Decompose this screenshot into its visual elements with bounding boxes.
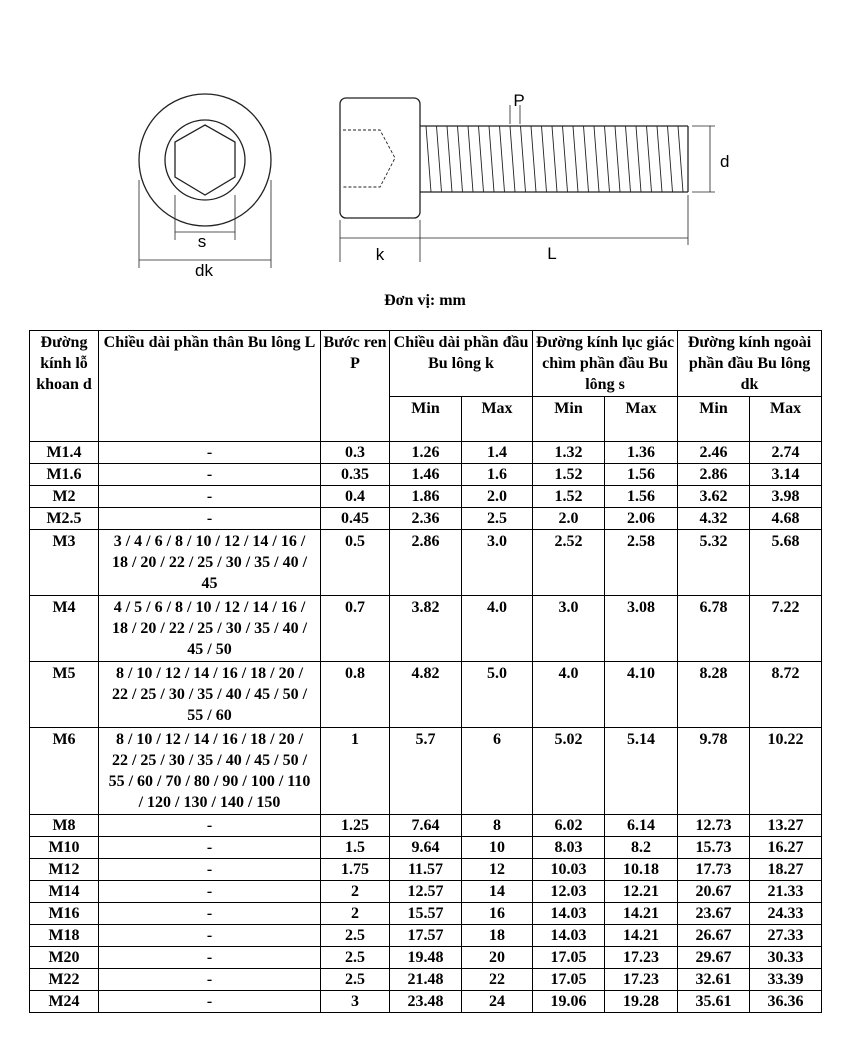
- thread-line: [605, 126, 610, 192]
- cell-L: 4 / 5 / 6 / 8 / 10 / 12 / 14 / 16 / 18 / 20 / 22 / 25 / 30 / 35 / 40 / 45 / 50: [99, 596, 321, 662]
- cell-dk-min: 5.32: [678, 530, 750, 596]
- cell-P: 0.3: [321, 442, 390, 464]
- cell-s-min: 3.0: [533, 596, 605, 662]
- cell-s-max: 4.10: [605, 662, 678, 728]
- cell-P: 1.5: [321, 837, 390, 859]
- cell-L: 8 / 10 / 12 / 14 / 16 / 18 / 20 / 22 / 25 / 30 / 35 / 40 / 45 / 50 / 55 / 60: [99, 662, 321, 728]
- thread-line: [563, 126, 568, 192]
- cell-d: M22: [30, 969, 99, 991]
- cell-P: 3: [321, 991, 390, 1013]
- cell-dk-max: 4.68: [750, 508, 822, 530]
- thread-line: [678, 126, 683, 192]
- bolt-spec-table: [29, 330, 822, 1013]
- table-row: [30, 881, 822, 903]
- cell-dk-max: 18.27: [750, 859, 822, 881]
- thread-line: [510, 126, 515, 192]
- cell-dk-max: 27.33: [750, 925, 822, 947]
- cell-dk-min: 35.61: [678, 991, 750, 1013]
- cell-dk-max: 2.74: [750, 442, 822, 464]
- thread-line: [594, 126, 599, 192]
- table-row: [30, 991, 822, 1013]
- unit-label: Đơn vị: mm: [384, 292, 466, 309]
- table-row: [30, 464, 822, 486]
- cell-k-max: 22: [462, 969, 533, 991]
- thread-line: [426, 126, 431, 192]
- cell-k-max: 14: [462, 881, 533, 903]
- cell-k-max: 18: [462, 925, 533, 947]
- cell-dk-max: 3.14: [750, 464, 822, 486]
- cell-d: M6: [30, 728, 99, 815]
- cell-k-max: 2.5: [462, 508, 533, 530]
- cell-k-min: 17.57: [390, 925, 462, 947]
- cell-dk-min: 20.67: [678, 881, 750, 903]
- table-row: [30, 728, 822, 815]
- table-row: [30, 508, 822, 530]
- cell-d: M2.5: [30, 508, 99, 530]
- header-d: Đường kính lỗ khoan d: [30, 331, 99, 442]
- table-row: [30, 486, 822, 508]
- cell-s-min: 2.52: [533, 530, 605, 596]
- thread-line: [479, 126, 484, 192]
- cell-k-min: 11.57: [390, 859, 462, 881]
- cell-s-min: 17.05: [533, 947, 605, 969]
- thread-line: [573, 126, 578, 192]
- thread-line: [437, 126, 442, 192]
- cell-dk-max: 7.22: [750, 596, 822, 662]
- label-s: s: [197, 232, 207, 251]
- cell-d: M5: [30, 662, 99, 728]
- table-row: [30, 925, 822, 947]
- cell-s-min: 12.03: [533, 881, 605, 903]
- cell-L: -: [99, 464, 321, 486]
- cell-d: M14: [30, 881, 99, 903]
- cell-s-min: 14.03: [533, 903, 605, 925]
- cell-d: M1.6: [30, 464, 99, 486]
- cell-k-max: 1.4: [462, 442, 533, 464]
- table-row: [30, 837, 822, 859]
- table-row: [30, 969, 822, 991]
- thread-line: [668, 126, 673, 192]
- cell-k-min: 19.48: [390, 947, 462, 969]
- table-row: [30, 903, 822, 925]
- cell-k-min: 9.64: [390, 837, 462, 859]
- cell-k-min: 1.46: [390, 464, 462, 486]
- header-P: Bước ren P: [321, 331, 390, 442]
- bolt-technical-drawing: [0, 0, 850, 290]
- cell-dk-max: 5.68: [750, 530, 822, 596]
- cell-k-max: 6: [462, 728, 533, 815]
- cell-s-min: 6.02: [533, 815, 605, 837]
- cell-s-max: 12.21: [605, 881, 678, 903]
- table-row: [30, 815, 822, 837]
- cell-s-max: 8.2: [605, 837, 678, 859]
- table-row: [30, 442, 822, 464]
- cell-d: M10: [30, 837, 99, 859]
- label-d: d: [720, 152, 730, 171]
- cell-s-max: 1.36: [605, 442, 678, 464]
- cell-s-min: 14.03: [533, 925, 605, 947]
- cell-L: -: [99, 991, 321, 1013]
- cell-s-max: 17.23: [605, 969, 678, 991]
- cell-s-min: 8.03: [533, 837, 605, 859]
- cell-P: 1: [321, 728, 390, 815]
- header-dk-max: Max: [750, 397, 822, 442]
- thread-line: [647, 126, 652, 192]
- header-s: Đường kính lục giác chìm phần đầu Bu lông s: [533, 331, 678, 397]
- cell-s-min: 1.52: [533, 486, 605, 508]
- cell-L: 3 / 4 / 6 / 8 / 10 / 12 / 14 / 16 / 18 / 20 / 22 / 25 / 30 / 35 / 40 / 45: [99, 530, 321, 596]
- cell-dk-min: 29.67: [678, 947, 750, 969]
- cell-k-max: 12: [462, 859, 533, 881]
- cell-dk-min: 2.46: [678, 442, 750, 464]
- cell-d: M4: [30, 596, 99, 662]
- thread-line: [584, 126, 589, 192]
- cell-P: 0.35: [321, 464, 390, 486]
- cell-dk-min: 9.78: [678, 728, 750, 815]
- cell-k-max: 1.6: [462, 464, 533, 486]
- cell-k-max: 20: [462, 947, 533, 969]
- header-dk-min: Min: [678, 397, 750, 442]
- header-L: Chiều dài phần thân Bu lông L: [99, 331, 321, 442]
- cell-s-max: 17.23: [605, 947, 678, 969]
- cell-k-max: 4.0: [462, 596, 533, 662]
- thread-line: [657, 126, 662, 192]
- thread-line: [615, 126, 620, 192]
- cell-d: M18: [30, 925, 99, 947]
- cell-dk-min: 4.32: [678, 508, 750, 530]
- cell-P: 0.8: [321, 662, 390, 728]
- cell-d: M24: [30, 991, 99, 1013]
- cell-dk-min: 3.62: [678, 486, 750, 508]
- cell-s-min: 19.06: [533, 991, 605, 1013]
- header-k: Chiều dài phần đầu Bu lông k: [390, 331, 533, 397]
- cell-k-min: 4.82: [390, 662, 462, 728]
- thread-line: [636, 126, 641, 192]
- cell-s-max: 5.14: [605, 728, 678, 815]
- cell-dk-min: 17.73: [678, 859, 750, 881]
- cell-d: M2: [30, 486, 99, 508]
- cell-dk-min: 12.73: [678, 815, 750, 837]
- header-s-max: Max: [605, 397, 678, 442]
- label-k: k: [375, 245, 385, 264]
- thread-line: [468, 126, 473, 192]
- cell-s-min: 1.52: [533, 464, 605, 486]
- cell-dk-max: 30.33: [750, 947, 822, 969]
- cell-s-max: 6.14: [605, 815, 678, 837]
- header-dk: Đường kính ngoài phần đầu Bu lông dk: [678, 331, 822, 397]
- cell-dk-min: 6.78: [678, 596, 750, 662]
- cell-k-min: 15.57: [390, 903, 462, 925]
- cell-s-min: 5.02: [533, 728, 605, 815]
- cell-L: -: [99, 969, 321, 991]
- cell-s-min: 10.03: [533, 859, 605, 881]
- cell-d: M16: [30, 903, 99, 925]
- thread-line: [489, 126, 494, 192]
- cell-L: -: [99, 442, 321, 464]
- cell-k-min: 5.7: [390, 728, 462, 815]
- cell-dk-min: 23.67: [678, 903, 750, 925]
- cell-P: 1.75: [321, 859, 390, 881]
- cell-s-min: 17.05: [533, 969, 605, 991]
- header-k-max: Max: [462, 397, 533, 442]
- cell-dk-max: 36.36: [750, 991, 822, 1013]
- cell-k-max: 3.0: [462, 530, 533, 596]
- cell-k-min: 1.26: [390, 442, 462, 464]
- cell-s-min: 1.32: [533, 442, 605, 464]
- cell-P: 2.5: [321, 969, 390, 991]
- cell-L: -: [99, 837, 321, 859]
- thread-line: [626, 126, 631, 192]
- cell-k-max: 5.0: [462, 662, 533, 728]
- cell-k-min: 12.57: [390, 881, 462, 903]
- table-row: [30, 859, 822, 881]
- cell-L: -: [99, 947, 321, 969]
- cell-dk-max: 13.27: [750, 815, 822, 837]
- cell-P: 0.5: [321, 530, 390, 596]
- cell-k-min: 2.86: [390, 530, 462, 596]
- cell-d: M20: [30, 947, 99, 969]
- cell-dk-min: 8.28: [678, 662, 750, 728]
- cell-k-max: 2.0: [462, 486, 533, 508]
- cell-k-max: 8: [462, 815, 533, 837]
- cell-s-max: 1.56: [605, 486, 678, 508]
- cell-L: -: [99, 903, 321, 925]
- cell-k-min: 1.86: [390, 486, 462, 508]
- cell-dk-max: 16.27: [750, 837, 822, 859]
- thread-line: [552, 126, 557, 192]
- cell-d: M3: [30, 530, 99, 596]
- cell-s-max: 14.21: [605, 925, 678, 947]
- cell-s-max: 10.18: [605, 859, 678, 881]
- cell-P: 2: [321, 903, 390, 925]
- cell-s-min: 2.0: [533, 508, 605, 530]
- cell-s-max: 1.56: [605, 464, 678, 486]
- cell-dk-min: 32.61: [678, 969, 750, 991]
- cell-P: 0.4: [321, 486, 390, 508]
- cell-k-min: 7.64: [390, 815, 462, 837]
- thread-line: [500, 126, 505, 192]
- cell-dk-min: 15.73: [678, 837, 750, 859]
- cell-dk-max: 8.72: [750, 662, 822, 728]
- cell-k-max: 16: [462, 903, 533, 925]
- cell-k-max: 24: [462, 991, 533, 1013]
- cell-L: -: [99, 486, 321, 508]
- cell-s-max: 3.08: [605, 596, 678, 662]
- table-row: [30, 596, 822, 662]
- cell-dk-max: 24.33: [750, 903, 822, 925]
- bolt-side-view: [340, 98, 715, 262]
- cell-d: M8: [30, 815, 99, 837]
- cell-dk-min: 2.86: [678, 464, 750, 486]
- cell-s-min: 4.0: [533, 662, 605, 728]
- thread-line: [458, 126, 463, 192]
- cell-k-min: 23.48: [390, 991, 462, 1013]
- cell-dk-max: 10.22: [750, 728, 822, 815]
- cell-dk-max: 33.39: [750, 969, 822, 991]
- table-row: [30, 662, 822, 728]
- cell-s-max: 2.06: [605, 508, 678, 530]
- cell-s-max: 19.28: [605, 991, 678, 1013]
- cell-d: M12: [30, 859, 99, 881]
- label-dk: dk: [195, 261, 213, 280]
- cell-k-min: 2.36: [390, 508, 462, 530]
- header-k-min: Min: [390, 397, 462, 442]
- table-row: [30, 947, 822, 969]
- cell-k-max: 10: [462, 837, 533, 859]
- thread-line: [542, 126, 547, 192]
- cell-L: -: [99, 925, 321, 947]
- cell-P: 1.25: [321, 815, 390, 837]
- cell-dk-max: 21.33: [750, 881, 822, 903]
- cell-P: 2.5: [321, 947, 390, 969]
- thread-line: [447, 126, 452, 192]
- cell-P: 0.45: [321, 508, 390, 530]
- cell-k-min: 21.48: [390, 969, 462, 991]
- label-P: P: [513, 91, 525, 110]
- cell-L: -: [99, 508, 321, 530]
- cell-dk-min: 26.67: [678, 925, 750, 947]
- cell-L: -: [99, 881, 321, 903]
- table-row: [30, 530, 822, 596]
- cell-L: -: [99, 815, 321, 837]
- cell-dk-max: 3.98: [750, 486, 822, 508]
- label-L: L: [547, 244, 557, 263]
- thread-line: [521, 126, 526, 192]
- cell-P: 2: [321, 881, 390, 903]
- cell-P: 0.7: [321, 596, 390, 662]
- cell-k-min: 3.82: [390, 596, 462, 662]
- cell-s-max: 14.21: [605, 903, 678, 925]
- cell-d: M1.4: [30, 442, 99, 464]
- thread-line: [531, 126, 536, 192]
- header-s-min: Min: [533, 397, 605, 442]
- cell-P: 2.5: [321, 925, 390, 947]
- cell-L: 8 / 10 / 12 / 14 / 16 / 18 / 20 / 22 / 25 / 30 / 35 / 40 / 45 / 50 / 55 / 60 / 70 / 80 / 90 / 100 / 110 / 120 / 130 / 140 / 150: [99, 728, 321, 815]
- cell-L: -: [99, 859, 321, 881]
- cell-s-max: 2.58: [605, 530, 678, 596]
